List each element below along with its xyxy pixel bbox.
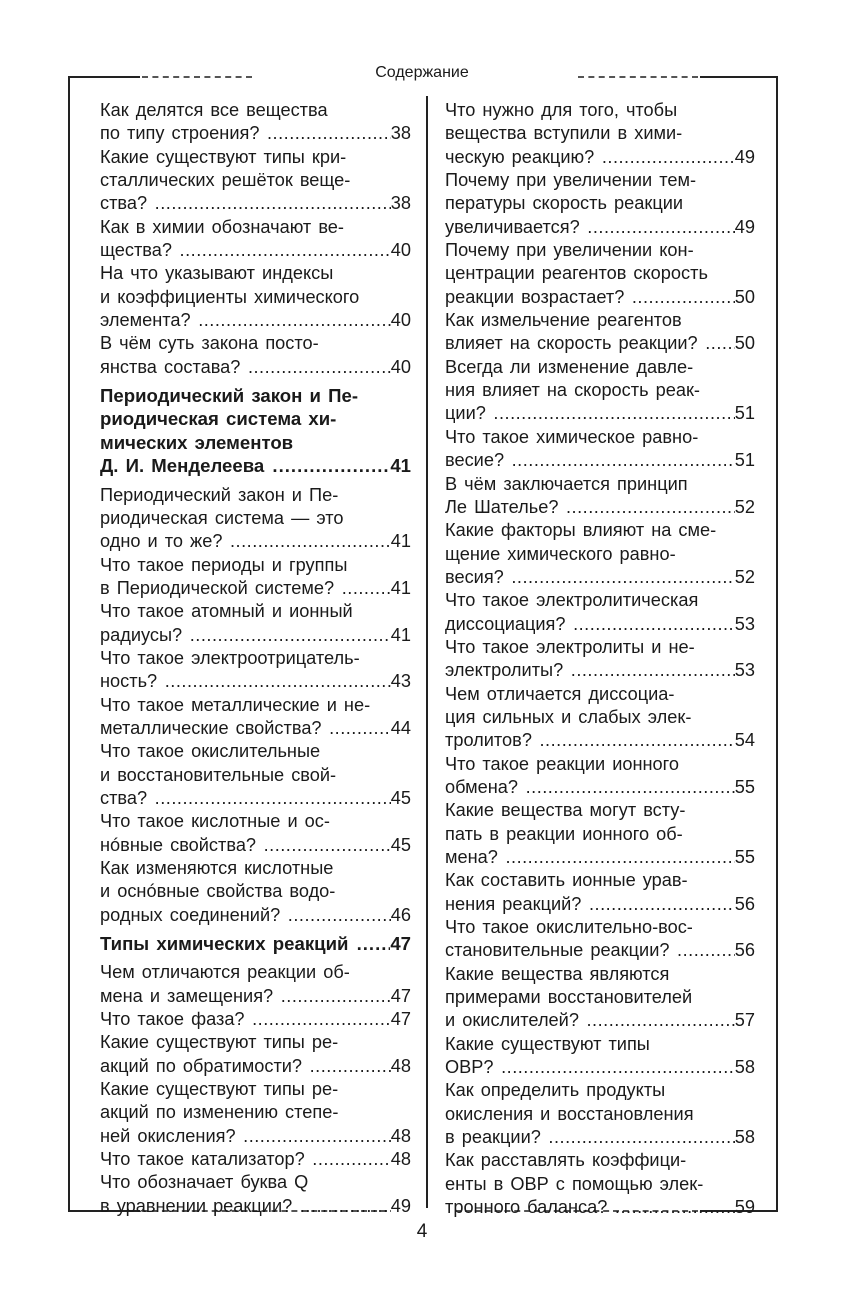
toc-entry-title-tail: становительные реакции? .....: [445, 939, 735, 962]
toc-entry-title-tail: весие? .....: [445, 449, 735, 472]
toc-entry-page-number: 57: [734, 1010, 755, 1031]
toc-entry-page-number: 48: [390, 1149, 411, 1170]
toc-entry-page-number: 38: [390, 123, 411, 144]
toc-entry-leader-line: [100, 1055, 411, 1078]
toc-entry[interactable]: [100, 694, 411, 741]
toc-entry-title-tail: реакции возрастает? .....: [445, 286, 735, 309]
toc-entry-leader-line: [100, 932, 411, 955]
toc-entry-leader-line: [100, 1125, 411, 1148]
toc-entry[interactable]: [100, 1008, 411, 1031]
toc-entry-text-line: Какие существуют типы ре-: [100, 1079, 339, 1100]
toc-entry-page-number: 40: [390, 240, 411, 261]
toc-entry-text-line: Что такое реакции ионного: [445, 753, 680, 774]
toc-entry-leader-line: [445, 286, 755, 309]
toc-entry-text-line: Почему при увеличении тем-: [445, 170, 697, 191]
toc-entry[interactable]: [100, 1031, 411, 1078]
toc-entry-title-tail: родных соединений? .....: [100, 904, 391, 927]
toc-entry-leader-line: [100, 1148, 411, 1171]
toc-entry-title-tail: металлические свойства? .....: [100, 717, 391, 740]
toc-entry-title-tail: обмена? .....: [445, 776, 735, 799]
toc-entry-leader-line: [445, 146, 755, 169]
toc-entry-page-number: 49: [734, 146, 755, 167]
toc-left-column: [100, 99, 411, 1218]
toc-entry[interactable]: [100, 1078, 411, 1148]
toc-entry-title-tail: мена и замещения? .....: [100, 985, 391, 1008]
page-number: 4: [416, 1221, 428, 1242]
toc-entry[interactable]: [100, 600, 411, 647]
toc-entry-title-tail: Что такое фаза? .....: [100, 1008, 391, 1031]
toc-entry[interactable]: [100, 332, 411, 379]
toc-entry-leader-line: [445, 566, 755, 589]
toc-entry-text-line: Как составить ионные урав-: [445, 870, 688, 891]
toc-entry-title-tail: ность? .....: [100, 670, 391, 693]
toc-entry[interactable]: [100, 857, 411, 927]
toc-entry-page-number: 45: [390, 834, 411, 855]
toc-entry-text-line: На что указывают индексы: [100, 263, 334, 284]
toc-entry-leader-line: [445, 659, 755, 682]
toc-entry[interactable]: [445, 636, 755, 683]
toc-entry[interactable]: [445, 683, 755, 753]
toc-entry-text-line: ния влияет на скорость реак-: [445, 380, 700, 401]
toc-entry-page-number: 41: [390, 624, 411, 645]
toc-entry-leader-line: [100, 122, 411, 145]
toc-entry-page-number: 54: [734, 730, 755, 751]
toc-entry-text-line: Что такое электроотрицатель-: [100, 647, 360, 668]
toc-entry-leader-line: [100, 670, 411, 693]
toc-entry[interactable]: [445, 356, 755, 426]
toc-entry-leader-line: [445, 776, 755, 799]
toc-entry-page-number: 51: [734, 450, 755, 471]
toc-entry-leader-line: [100, 717, 411, 740]
toc-entry-page-number: 40: [390, 356, 411, 377]
toc-entry-text-line: пать в реакции ионного об-: [445, 823, 683, 844]
toc-entry-leader-line: [445, 449, 755, 472]
toc-entry-title-tail: ства? .....: [100, 192, 391, 215]
toc-entry-text-line: Какие вещества могут всту-: [445, 800, 686, 821]
toc-entry-text-line: Всегда ли изменение давле-: [445, 356, 694, 377]
toc-entry-title-tail: радиусы? .....: [100, 624, 391, 647]
toc-entry-text-line: Что такое окислительные: [100, 741, 321, 762]
toc-entry-title-tail: ческую реакцию? .....: [445, 146, 735, 169]
toc-entry-page-number: 47: [390, 1009, 411, 1030]
toc-entry-text-line: Чем отличаются реакции об-: [100, 962, 350, 983]
toc-entry-text-line: Что такое периоды и группы: [100, 554, 348, 575]
toc-entry[interactable]: [445, 1149, 755, 1219]
toc-entry-leader-line: [100, 577, 411, 600]
toc-entry-page-number: 47: [390, 985, 411, 1006]
toc-entry-page-number: 50: [734, 333, 755, 354]
toc-entry-text-line: риодическая система хи-: [100, 408, 337, 430]
toc-entry-text-line: Как определить продукты: [445, 1080, 666, 1101]
toc-entry-page-number: 59: [734, 1197, 755, 1218]
toc-entry-page-number: 43: [390, 671, 411, 692]
toc-entry-title-tail: нóвные свойства? .....: [100, 834, 391, 857]
toc-entry[interactable]: [100, 810, 411, 857]
toc-entry-leader-line: [445, 846, 755, 869]
toc-entry-page-number: 52: [734, 496, 755, 517]
toc-entry-text-line: Что такое атомный и ионный: [100, 601, 353, 622]
frame-left-border: [68, 78, 70, 1211]
toc-entry-text-line: Периодический закон и Пе-: [100, 385, 359, 407]
toc-entry-page-number: 49: [390, 1195, 411, 1216]
toc-entry-text-line: мических элементов: [100, 431, 294, 453]
toc-entry-text-line: Почему при увеличении кон-: [445, 240, 694, 261]
toc-entry-title-tail: увеличивается? .....: [445, 216, 735, 239]
toc-section-heading[interactable]: [100, 932, 411, 955]
toc-entry-text-line: Периодический закон и Пе-: [100, 484, 339, 505]
toc-entry-page-number: 45: [390, 787, 411, 808]
toc-entry-title-tail: Типы химических реакций .....: [100, 932, 390, 955]
toc-entry-title-tail: и окислителей? .....: [445, 1009, 735, 1032]
toc-entry-text-line: Как измельчение реагентов: [445, 310, 682, 331]
toc-entry-leader-line: [100, 454, 411, 477]
toc-entry-leader-line: [445, 1056, 755, 1079]
toc-entry-page-number: 55: [734, 847, 755, 867]
toc-entry-leader-line: [445, 1196, 755, 1219]
toc-entry-leader-line: [100, 834, 411, 857]
toc-entry-leader-line: [445, 893, 755, 916]
toc-entry-title-tail: Что такое катализатор? .....: [100, 1148, 391, 1171]
toc-entry-text-line: Что обозначает буква Q: [100, 1172, 309, 1193]
toc-entry-page-number: 52: [734, 566, 755, 587]
toc-entry-text-line: и коэффициенты химического: [100, 286, 360, 307]
toc-entry-text-line: Как делятся все вещества: [100, 100, 328, 120]
toc-entry-title-tail: Ле Шателье? .....: [445, 496, 735, 519]
toc-entry-page-number: 53: [734, 613, 755, 634]
toc-entry-page-number: 41: [390, 531, 411, 552]
toc-entry-title-tail: элемента? .....: [100, 309, 391, 332]
toc-entry-title-tail: ства? .....: [100, 787, 391, 810]
toc-entry-page-number: 38: [390, 193, 411, 214]
toc-entry-page-number: 58: [734, 1127, 755, 1148]
toc-entry-leader-line: [445, 216, 755, 239]
toc-entry-text-line: Какие вещества являются: [445, 963, 670, 984]
toc-entry-leader-line: [100, 1195, 411, 1218]
toc-entry[interactable]: [100, 99, 411, 146]
toc-entry-text-line: Какие факторы влияют на сме-: [445, 520, 717, 541]
toc-entry[interactable]: [100, 484, 411, 554]
toc-entry-text-line: Что такое кислотные и ос-: [100, 811, 330, 832]
toc-entry-title-tail: ции? .....: [445, 402, 735, 425]
toc-entry[interactable]: [445, 1033, 755, 1080]
toc-entry-title-tail: тролитов? .....: [445, 729, 735, 752]
toc-entry[interactable]: [100, 647, 411, 694]
toc-entry-text-line: примерами восстановителей: [445, 987, 693, 1008]
toc-entry[interactable]: [445, 916, 755, 963]
toc-entry-title-tail: электролиты? .....: [445, 659, 735, 682]
toc-entry-text-line: вещества вступили в хими-: [445, 123, 683, 144]
toc-entry-text-line: Как в химии обозначают ве-: [100, 216, 344, 237]
toc-entry-text-line: В чём суть закона посто-: [100, 333, 319, 354]
toc-entry[interactable]: [445, 519, 755, 589]
toc-entry[interactable]: [100, 1171, 411, 1218]
toc-entry-text-line: Что такое металлические и не-: [100, 694, 371, 715]
toc-entry-text-line: щение химического равно-: [445, 543, 676, 564]
toc-entry-text-line: Какие существуют типы: [445, 1033, 650, 1054]
toc-entry-text-line: Что такое электролитическая: [445, 590, 699, 611]
toc-entry-text-line: акций по изменению степе-: [100, 1102, 339, 1123]
toc-entry-title-tail: акций по обратимости? .....: [100, 1055, 391, 1078]
toc-entry-title-tail: ОВР? .....: [445, 1056, 735, 1079]
toc-entry-text-line: и восстановительные свой-: [100, 764, 337, 785]
toc-entry-title-tail: мена? .....: [445, 846, 735, 869]
toc-entry[interactable]: [445, 753, 755, 800]
toc-section-heading[interactable]: [100, 384, 411, 477]
toc-entry-leader-line: [100, 239, 411, 262]
toc-entry-page-number: 55: [734, 776, 755, 797]
toc-entry[interactable]: [100, 961, 411, 1008]
toc-entry-leader-line: [445, 332, 755, 355]
toc-entry-page-number: 47: [390, 933, 411, 955]
toc-entry-leader-line: [100, 985, 411, 1008]
toc-entry-leader-line: [100, 192, 411, 215]
toc-entry-text-line: Как расставлять коэффици-: [445, 1150, 687, 1171]
page-header-title: Содержание: [375, 64, 469, 81]
toc-entry-leader-line: [445, 402, 755, 425]
toc-entry[interactable]: [445, 239, 755, 309]
toc-entry-leader-line: [100, 530, 411, 553]
toc-entry[interactable]: [445, 869, 755, 916]
toc-entry-title-tail: влияет на скорость реакции? .....: [445, 332, 735, 355]
toc-entry[interactable]: [100, 146, 411, 216]
toc-entry-text-line: енты в ОВР с помощью элек-: [445, 1173, 704, 1194]
toc-entry-title-tail: весия? .....: [445, 566, 735, 589]
toc-entry-page-number: 50: [734, 286, 755, 307]
toc-entry-text-line: Какие существуют типы кри-: [100, 146, 347, 167]
toc-entry-page-number: 41: [390, 455, 411, 477]
toc-entry-title-tail: янства состава? .....: [100, 356, 391, 379]
toc-entry-text-line: окисления и восстановления: [445, 1103, 694, 1124]
toc-entry-text-line: Что такое электролиты и не-: [445, 636, 695, 657]
toc-entry-title-tail: нения реакций? .....: [445, 893, 735, 916]
column-divider: [426, 96, 428, 1208]
toc-entry-text-line: пературы скорость реакции: [445, 193, 684, 214]
toc-entry[interactable]: [445, 169, 755, 239]
toc-entry-text-line: риодическая система — это: [100, 507, 344, 528]
frame-right-border: [776, 78, 778, 1211]
toc-entry-leader-line: [100, 904, 411, 927]
toc-entry-text-line: Какие существуют типы ре-: [100, 1032, 339, 1053]
toc-entry[interactable]: [445, 99, 755, 169]
toc-entry-title-tail: щества? .....: [100, 239, 391, 262]
toc-entry-title-tail: одно и то же? .....: [100, 530, 391, 553]
toc-entry-leader-line: [445, 613, 755, 636]
toc-entry-leader-line: [445, 1126, 755, 1149]
toc-right-column: [445, 99, 755, 1220]
toc-entry-leader-line: [100, 787, 411, 810]
toc-entry[interactable]: [100, 740, 411, 810]
toc-entry-title-tail: ней окисления? .....: [100, 1125, 391, 1148]
toc-entry-title-tail: по типу строения? .....: [100, 122, 391, 145]
toc-entry[interactable]: [445, 799, 755, 869]
toc-entry[interactable]: [100, 216, 411, 263]
toc-entry-text-line: Как изменяются кислотные: [100, 858, 334, 878]
toc-entry[interactable]: [445, 473, 755, 520]
toc-entry-page-number: 44: [390, 717, 411, 738]
toc-entry-leader-line: [100, 1008, 411, 1031]
toc-entry-leader-line: [100, 624, 411, 647]
toc-entry[interactable]: [445, 426, 755, 473]
toc-entry-text-line: и оснóвные свойства водо-: [100, 881, 336, 902]
toc-entry-title-tail: в Периодической системе? .....: [100, 577, 391, 600]
toc-entry-leader-line: [445, 939, 755, 962]
toc-entry[interactable]: [445, 963, 755, 1033]
toc-entry-text-line: Чем отличается диссоциа-: [445, 683, 675, 704]
toc-entry-leader-line: [100, 309, 411, 332]
toc-entry-text-line: В чём заключается принцип: [445, 473, 688, 494]
toc-entry-text-line: Что такое химическое равно-: [445, 426, 699, 447]
toc-entry[interactable]: [445, 589, 755, 636]
toc-entry-page-number: 49: [734, 216, 755, 237]
toc-entry-page-number: 56: [734, 940, 755, 961]
toc-entry-page-number: 46: [390, 904, 411, 925]
toc-entry[interactable]: [445, 309, 755, 356]
toc-entry-leader-line: [445, 1009, 755, 1032]
toc-entry-page-number: 48: [390, 1055, 411, 1076]
toc-entry-text-line: сталлических решёток веще-: [100, 170, 351, 191]
toc-entry-text-line: Что такое окислительно-вос-: [445, 917, 693, 938]
toc-entry-leader-line: [445, 496, 755, 519]
toc-entry[interactable]: [100, 1148, 411, 1171]
toc-entry-title-tail: в реакции? .....: [445, 1126, 735, 1149]
toc-entry-page-number: 51: [734, 403, 755, 424]
toc-entry-page-number: 41: [390, 577, 411, 598]
toc-entry[interactable]: [445, 1079, 755, 1149]
toc-entry-title-tail: Д. И. Менделеева .....: [100, 454, 390, 477]
toc-entry-page-number: 48: [390, 1125, 411, 1146]
toc-entry-page-number: 58: [734, 1057, 755, 1078]
toc-entry-title-tail: в уравнении реакции? .....: [100, 1195, 391, 1218]
toc-entry-leader-line: [445, 729, 755, 752]
toc-entry-leader-line: [100, 356, 411, 379]
toc-entry-title-tail: диссоциация? .....: [445, 613, 735, 636]
toc-entry-text-line: Что нужно для того, чтобы: [445, 100, 678, 120]
toc-entry-page-number: 56: [734, 893, 755, 914]
toc-entry-page-number: 53: [734, 660, 755, 681]
toc-entry-text-line: центрации реагентов скорость: [445, 263, 708, 284]
toc-entry-text-line: ция сильных и слабых элек-: [445, 706, 692, 727]
toc-entry[interactable]: [100, 262, 411, 332]
toc-entry[interactable]: [100, 554, 411, 601]
toc-entry-page-number: 40: [390, 310, 411, 331]
toc-entry-title-tail: тронного баланса? .....: [445, 1196, 735, 1219]
